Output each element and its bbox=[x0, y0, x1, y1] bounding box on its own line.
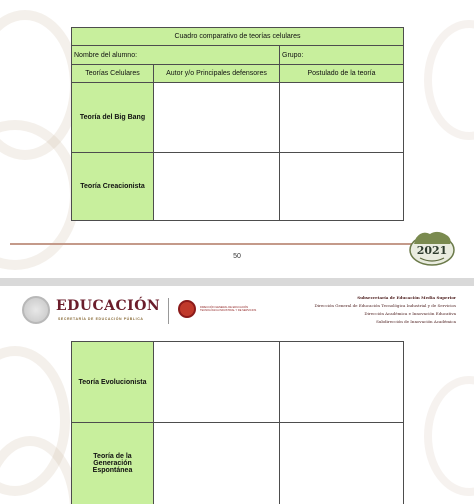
column-header: Postulado de la teoría bbox=[280, 65, 404, 83]
info-line: Subdirección de Innovación Académica bbox=[376, 319, 456, 324]
institution-info bbox=[314, 294, 456, 326]
column-header: Autor y/o Principales defensores bbox=[154, 65, 280, 83]
answer-cell[interactable] bbox=[154, 83, 280, 153]
answer-cell[interactable] bbox=[154, 153, 280, 221]
info-line: Subsecretaría de Educación Media Superior bbox=[357, 295, 456, 300]
table-title: Cuadro comparativo de teorías celulares bbox=[72, 28, 404, 46]
header-divider bbox=[168, 298, 169, 324]
info-line: Dirección General de Educación Tecnológica Industrial y de Servicios bbox=[314, 303, 456, 308]
table-row bbox=[72, 423, 404, 504]
theory-name-cell: Teoría Creacionista bbox=[72, 153, 154, 221]
theory-name-cell: Teoría del Big Bang bbox=[72, 83, 154, 153]
footer-line bbox=[10, 243, 415, 245]
answer-cell[interactable] bbox=[154, 423, 280, 504]
decorative-ornament bbox=[424, 376, 474, 496]
document-page-2 bbox=[0, 286, 474, 504]
page-number: 50 bbox=[233, 253, 241, 260]
page-header bbox=[0, 286, 474, 336]
badge-year: 2021 bbox=[416, 244, 448, 257]
comparison-table-continued bbox=[71, 341, 404, 504]
answer-cell[interactable] bbox=[154, 342, 280, 423]
answer-cell[interactable] bbox=[280, 423, 404, 504]
answer-cell[interactable] bbox=[280, 83, 404, 153]
answer-cell[interactable] bbox=[280, 153, 404, 221]
table-row bbox=[72, 153, 404, 221]
column-header: Teorías Celulares bbox=[72, 65, 154, 83]
national-seal-icon bbox=[22, 296, 50, 324]
info-line: Dirección Académica e Innovación Educativa bbox=[364, 311, 456, 316]
table-row bbox=[72, 342, 404, 423]
decorative-ornament bbox=[0, 120, 80, 270]
brand-title: EDUCACIÓN bbox=[56, 298, 161, 314]
student-name-field[interactable]: Nombre del alumno: bbox=[72, 46, 280, 65]
decorative-ornament bbox=[0, 436, 80, 504]
decorative-ornament bbox=[424, 20, 474, 140]
dgeti-logo-icon bbox=[178, 300, 196, 318]
table-row bbox=[72, 83, 404, 153]
answer-cell[interactable] bbox=[280, 342, 404, 423]
group-field[interactable]: Grupo: bbox=[280, 46, 404, 65]
comparison-table bbox=[71, 27, 404, 221]
dgeti-label: DIRECCIÓN GENERAL DE EDUCACIÓN TECNOLÓGICA INDUSTRIAL Y DE SERVICIOS bbox=[200, 306, 257, 312]
brand-subtitle: SECRETARÍA DE EDUCACIÓN PÚBLICA bbox=[58, 317, 144, 321]
anniversary-badge bbox=[408, 228, 456, 268]
theory-name-cell: Teoría Evolucionista bbox=[72, 342, 154, 423]
theory-name-cell: Teoría de la Generación Espontánea bbox=[72, 423, 154, 504]
